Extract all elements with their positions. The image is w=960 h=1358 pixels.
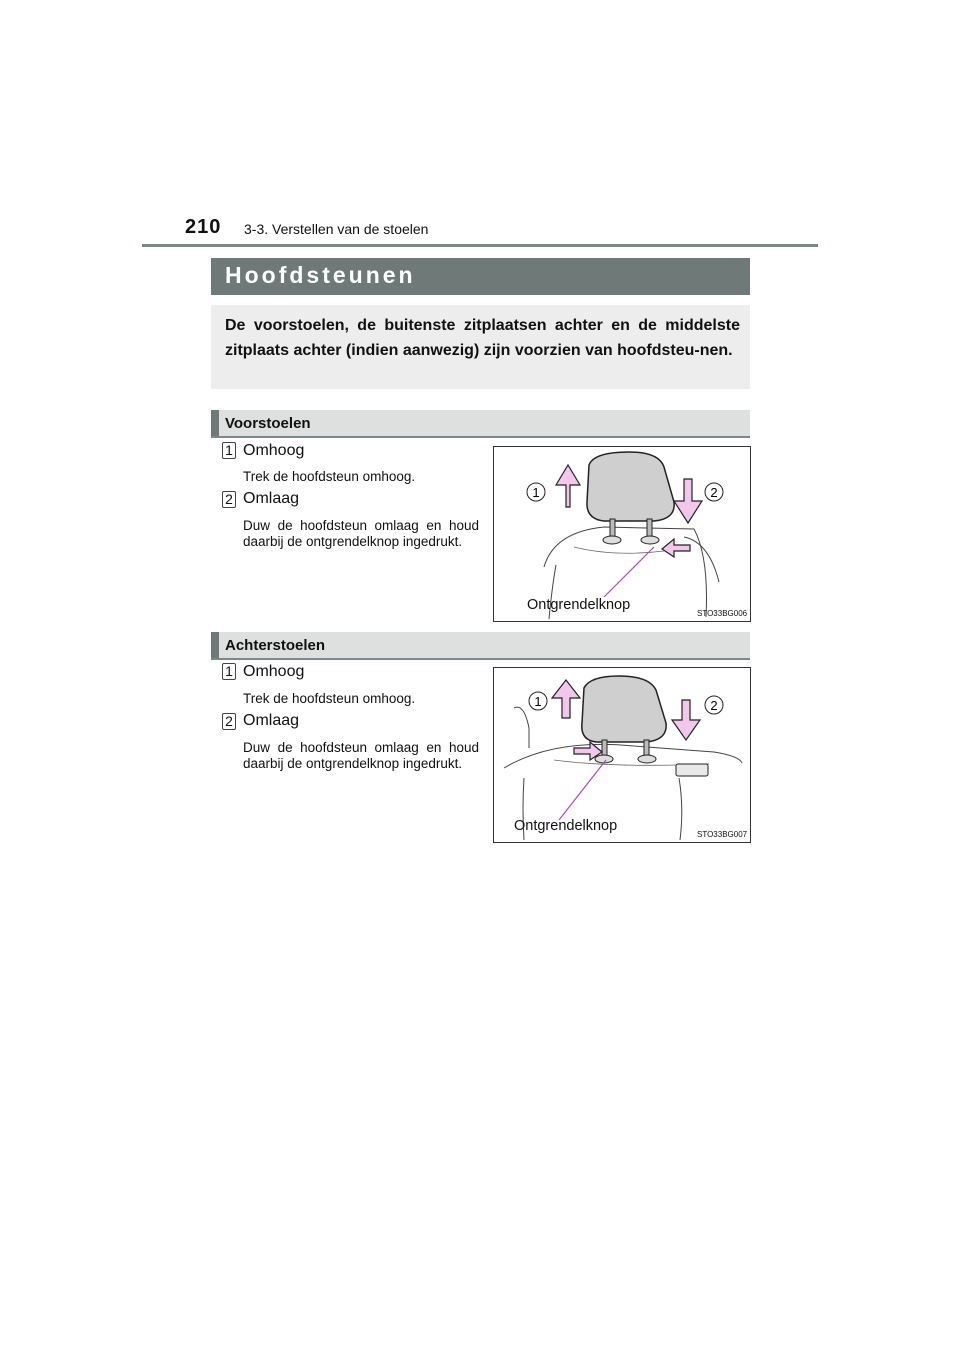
- chapter-title: 3-3. Verstellen van de stoelen: [244, 221, 429, 237]
- header-rule: [142, 244, 818, 247]
- rear-headrest-illustration: [494, 668, 750, 842]
- page-number: 210: [185, 216, 222, 238]
- item-text: Trek de hoofdsteun omhoog.: [243, 691, 416, 706]
- item-text: Duw de hoofdsteun omlaag en houd daarbij de ontgrendelknop ingedrukt.: [243, 740, 479, 771]
- figure-callout: Ontgrendelknop: [514, 818, 618, 834]
- figure-label-1: 1: [534, 694, 542, 709]
- figure-label-2: 2: [710, 485, 718, 500]
- figure-front-headrest: [493, 446, 751, 622]
- section-accent: [211, 410, 219, 436]
- section-title-front: Voorstoelen: [225, 415, 311, 432]
- figure-label-2: 2: [710, 698, 718, 713]
- step-number: 2: [222, 491, 236, 508]
- figure-rear-headrest: [493, 667, 751, 843]
- figure-callout: Ontgrendelknop: [527, 597, 631, 613]
- figure-label-1: 1: [532, 485, 540, 500]
- section-title-rear: Achterstoelen: [225, 637, 326, 654]
- section-accent: [211, 632, 219, 658]
- step-number: 1: [222, 442, 236, 459]
- item-text: Duw de hoofdsteun omlaag en houd daarbij de ontgrendelknop ingedrukt.: [243, 518, 479, 549]
- item-title: Omhoog: [243, 442, 305, 459]
- item-title: Omlaag: [243, 712, 300, 729]
- intro-text: De voorstoelen, de buitenste zitplaatsen achter en de middelste zitplaats achter (indien aanwezig) zijn voorzien van hoofdsteu-nen.: [225, 317, 740, 359]
- item-title: Omlaag: [243, 490, 300, 507]
- item-title: Omhoog: [243, 663, 305, 680]
- figure-code: STO33BG006: [697, 609, 748, 618]
- page-title: Hoofdsteunen: [225, 262, 416, 288]
- figure-code: STO33BG007: [697, 830, 748, 839]
- step-number: 2: [222, 713, 236, 730]
- step-number: 1: [222, 663, 236, 680]
- front-headrest-illustration: [494, 447, 750, 621]
- item-text: Trek de hoofdsteun omhoog.: [243, 469, 416, 484]
